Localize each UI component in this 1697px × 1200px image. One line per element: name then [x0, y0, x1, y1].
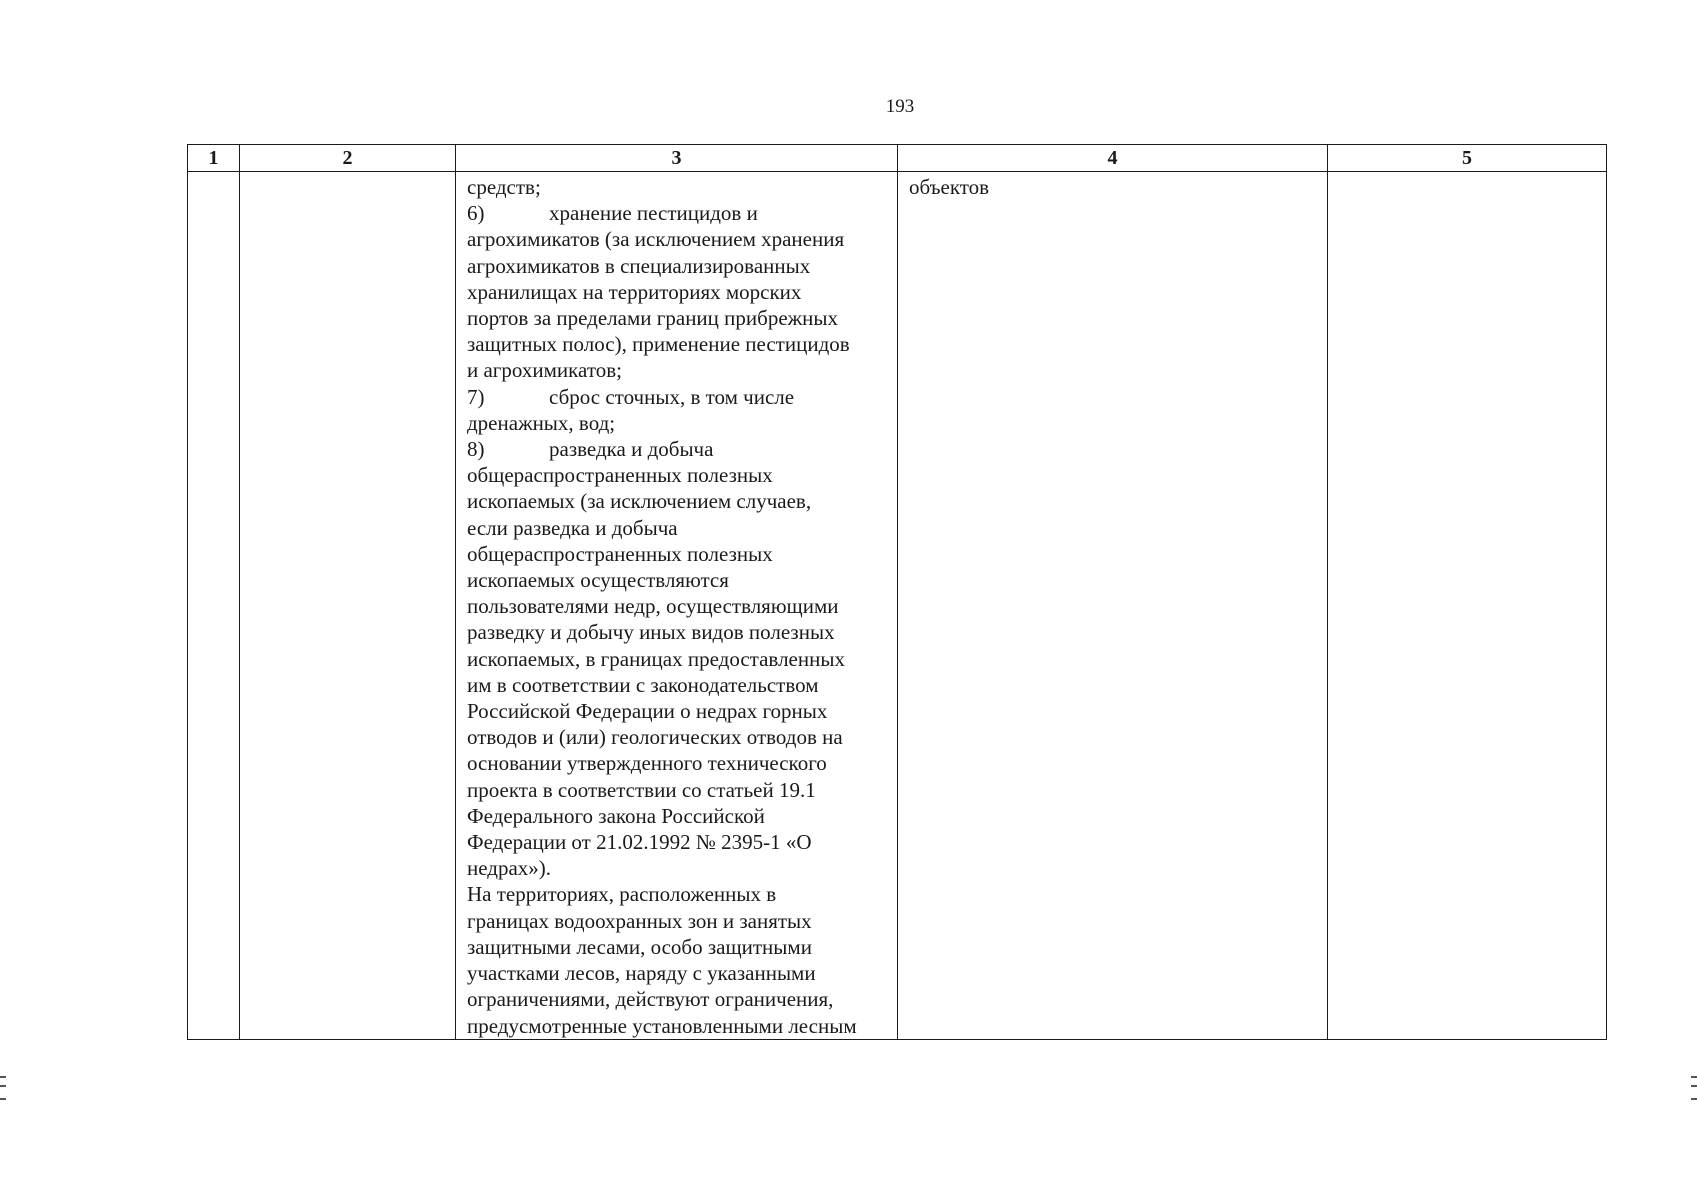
line-text: предусмотренные установленными лесным: [467, 1013, 857, 1038]
list-item-number: 6): [467, 201, 485, 226]
line-text: ископаемых, в границах предоставленных: [467, 646, 845, 671]
column-header-3: 3: [456, 145, 898, 172]
line-text: общераспространенных полезных: [467, 463, 773, 488]
text-line: [467, 829, 887, 855]
line-text: если разведка и добыча: [467, 515, 678, 540]
text-line: [467, 410, 887, 436]
line-text: сброс сточных, в том числе: [549, 384, 795, 409]
text-line: [467, 279, 887, 305]
text-line: [467, 567, 887, 593]
line-text: отводов и (или) геологических отводов на: [467, 725, 843, 750]
table-header-row: [188, 145, 1607, 172]
text-line: [467, 541, 887, 567]
line-text: основании утвержденного технического: [467, 751, 827, 776]
list-item-number: 8): [467, 437, 485, 462]
line-text: агрохимикатов в специализированных: [467, 253, 811, 278]
cell-col-5: [1328, 172, 1607, 1040]
column-header-4: 4: [898, 145, 1328, 172]
line-text: общераспространенных полезных: [467, 541, 773, 566]
line-text: защитными лесами, особо защитными: [467, 934, 812, 959]
text-line: [467, 986, 887, 1012]
text-line: [467, 908, 887, 934]
document-table: [187, 144, 1607, 1040]
line-text: защитных полос), применение пестицидов: [467, 332, 850, 357]
column-header-1: 1: [188, 145, 240, 172]
scan-margin-mark-right: [1691, 1076, 1697, 1100]
line-text: разведка и добыча: [549, 437, 714, 462]
line-text: разведку и добычу иных видов полезных: [467, 620, 835, 645]
text-line: [467, 174, 887, 200]
text-line: [467, 226, 887, 252]
text-line: [467, 331, 887, 357]
line-text: и агрохимикатов;: [467, 358, 622, 383]
line-text: пользователями недр, осуществляющими: [467, 594, 839, 619]
line-text: ископаемых осуществляются: [467, 568, 729, 593]
line-text: недрах»).: [467, 856, 552, 881]
line-text: средств;: [467, 175, 541, 199]
text-line: [467, 462, 887, 488]
cell-col-2: [240, 172, 456, 1040]
line-text: Федерации от 21.02.1992 № 2395-1 «О: [467, 830, 812, 855]
line-text: участками лесов, наряду с указанными: [467, 961, 816, 986]
text-line: [467, 881, 887, 907]
column-header-5: 5: [1328, 145, 1607, 172]
column-header-2: 2: [240, 145, 456, 172]
text-line: [467, 855, 887, 881]
line-text: проекта в соответствии со статьей 19.1: [467, 777, 816, 802]
line-text: дренажных, вод;: [467, 410, 616, 435]
col4-text: объектов: [909, 175, 990, 199]
text-line: [467, 384, 887, 410]
line-text: хранение пестицидов и: [549, 201, 758, 226]
line-text: границах водоохранных зон и занятых: [467, 908, 812, 933]
table-row: [188, 172, 1607, 1040]
text-line: [467, 619, 887, 645]
restrictions-text: [456, 172, 897, 1039]
text-line: [467, 646, 887, 672]
text-line: [467, 750, 887, 776]
text-line: [467, 305, 887, 331]
cell-col-1: [188, 172, 240, 1040]
text-line: [467, 672, 887, 698]
line-text: портов за пределами границ прибрежных: [467, 306, 838, 331]
cell-col-3: [456, 172, 898, 1040]
text-line: [467, 698, 887, 724]
text-line: [467, 593, 887, 619]
text-line: [467, 357, 887, 383]
line-text: агрохимикатов (за исключением хранения: [467, 227, 845, 252]
cell-col-4: [898, 172, 1328, 1040]
line-text: ограничениями, действуют ограничения,: [467, 987, 834, 1012]
text-line: [467, 488, 887, 514]
text-line: [467, 803, 887, 829]
line-text: Российской Федерации о недрах горных: [467, 699, 828, 724]
line-text: им в соответствии с законодательством: [467, 672, 819, 697]
scan-margin-mark-left: [0, 1076, 6, 1100]
text-line: [467, 253, 887, 279]
text-line: [467, 1013, 887, 1039]
page-number: 193: [885, 96, 915, 117]
line-text: хранилищах на территориях морских: [467, 279, 802, 304]
text-line: [467, 200, 887, 226]
text-line: [467, 436, 887, 462]
text-line: [467, 960, 887, 986]
line-text: На территориях, расположенных в: [467, 882, 777, 907]
text-line: [467, 777, 887, 803]
text-line: [467, 515, 887, 541]
list-item-number: 7): [467, 384, 485, 409]
text-line: [467, 724, 887, 750]
line-text: Федерального закона Российской: [467, 803, 765, 828]
line-text: ископаемых (за исключением случаев,: [467, 489, 812, 514]
text-line: [467, 934, 887, 960]
